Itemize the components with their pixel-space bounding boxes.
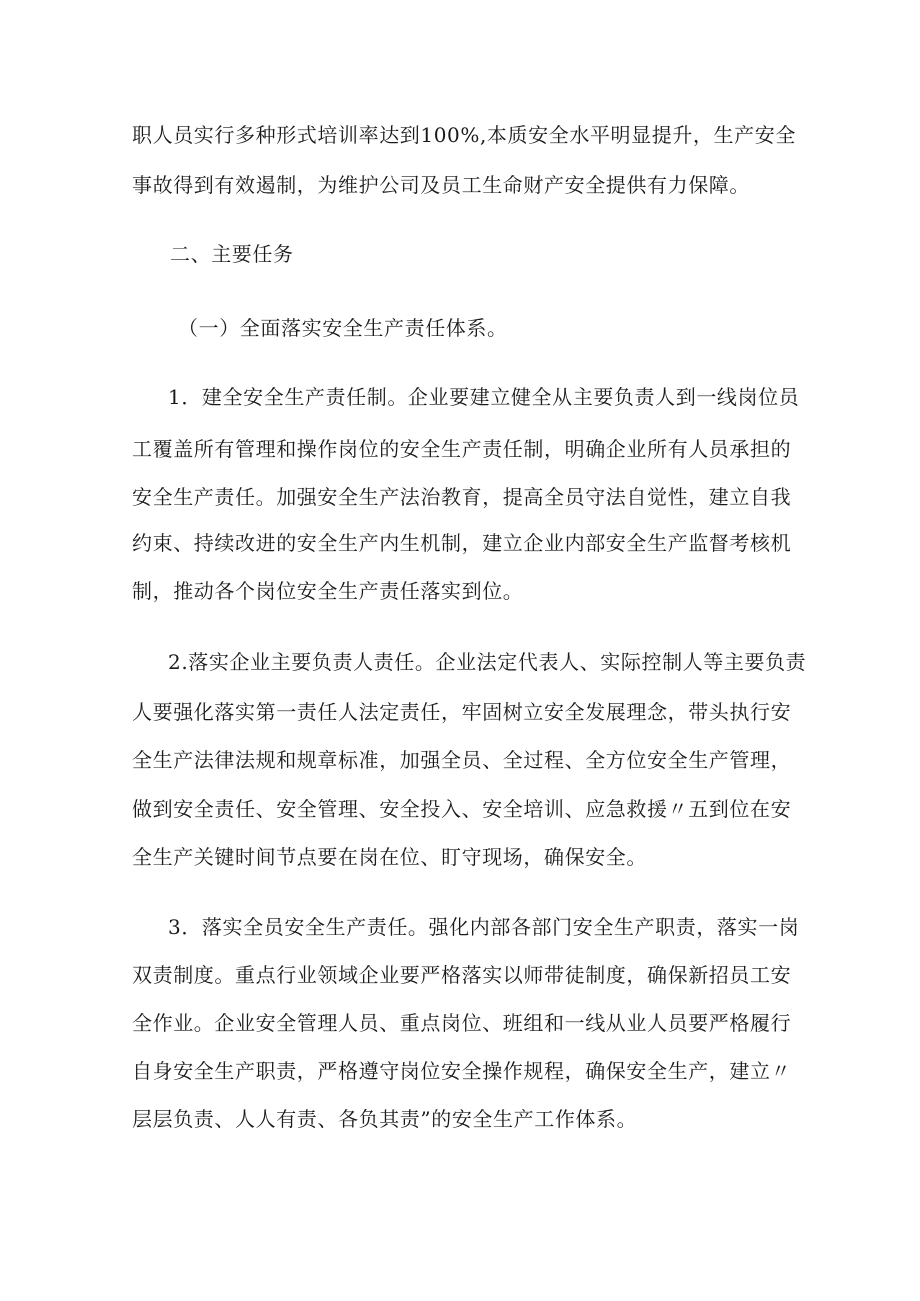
paragraph-line: 层层负责、人人有责、各负其责”的安全生产工作体系。	[132, 1107, 638, 1131]
paragraph-line: 职人员实行多种形式培训率达到100%,本质安全水平明显提升，生产安全	[132, 123, 796, 147]
paragraph-line: 全作业。企业安全管理人员、重点岗位、班组和一线从业人员要严格履行	[132, 1011, 792, 1035]
paragraph-line: 自身安全生产职责，严格遵守岗位安全操作规程，确保安全生产，建立〃	[132, 1059, 792, 1083]
paragraph-line: 工覆盖所有管理和操作岗位的安全生产责任制，明确企业所有人员承担的	[132, 437, 792, 461]
paragraph-line: 全生产关键时间节点要在岗在位、盯守现场，确保安全。	[132, 845, 647, 869]
paragraph-line: 人要强化落实第一责任人法定责任，牢固树立安全发展理念，带头执行安	[132, 700, 792, 724]
paragraph-line: 1．建全安全生产责任制。企业要建立健全从主要负责人到一线岗位员	[168, 385, 800, 409]
subsection-heading: （一）全面落实安全生产责任体系。	[178, 316, 508, 340]
paragraph-line: 双责制度。重点行业领域企业要严格落实以师带徒制度，确保新招员工安	[132, 963, 792, 987]
paragraph-line: 事故得到有效遏制，为维护公司及员工生命财产安全提供有力保障。	[132, 173, 750, 197]
paragraph-line: 约束、持续改进的安全生产内生机制，建立企业内部安全生产监督考核机	[132, 531, 792, 555]
paragraph-line: 2.落实企业主要负责人责任。企业法定代表人、实际控制人等主要负责	[168, 650, 807, 674]
paragraph-line: 做到安全责任、安全管理、安全投入、安全培训、应急救援〃五到位在安	[132, 797, 792, 821]
paragraph-line: 制，推动各个岗位安全生产责任落实到位。	[132, 579, 524, 603]
paragraph-line: 3．落实全员安全生产责任。强化内部各部门安全生产职责，落实一岗	[168, 915, 800, 939]
paragraph-line: 全生产法律法规和规章标准，加强全员、全过程、全方位安全生产管理，	[132, 748, 792, 772]
section-heading: 二、主要任务	[170, 242, 294, 266]
paragraph-line: 安全生产责任。加强安全生产法治教育，提高全员守法自觉性，建立自我	[132, 485, 792, 509]
